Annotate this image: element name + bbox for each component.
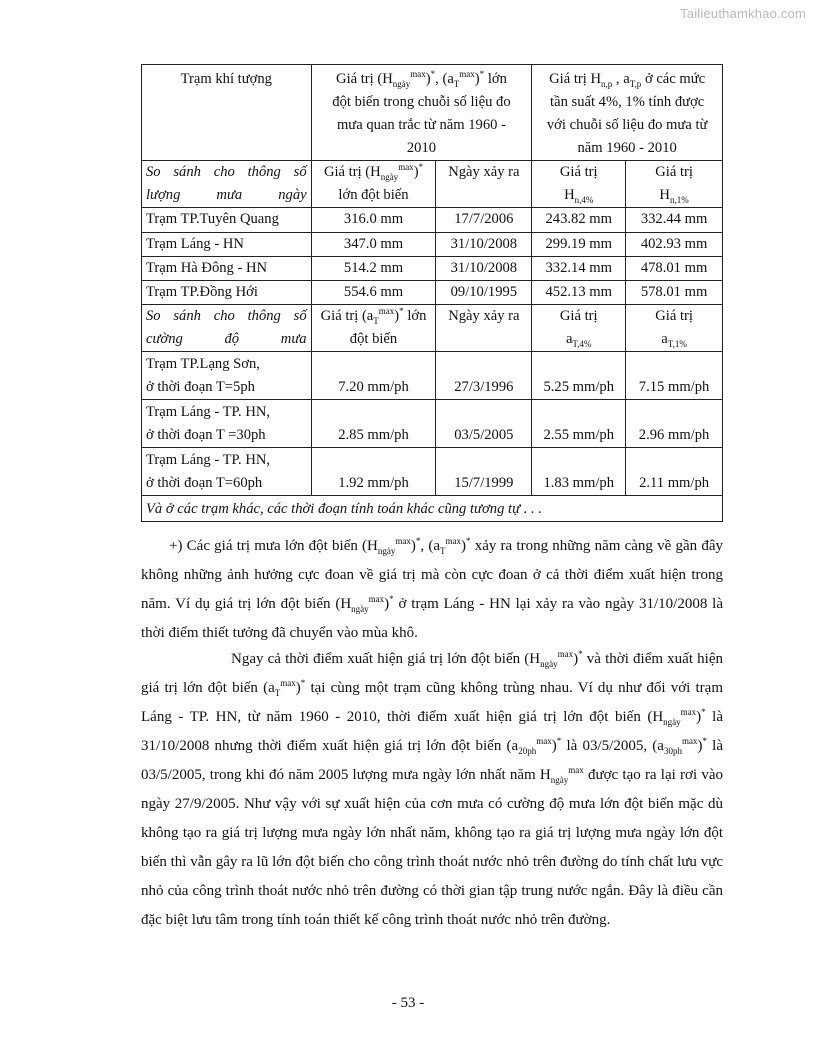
group2-header-row xyxy=(142,305,723,352)
value-4pct: 2.55 mm/ph xyxy=(532,400,626,448)
rainfall-table xyxy=(141,64,723,522)
group1-date-head: Ngày xảy ra xyxy=(436,161,532,208)
group2-p1-head: Giá trị $a_{T,1\%}$ xyxy=(626,305,723,352)
paragraph-2: Ngay cả thời điểm xuất hiện giá trị lớn đột biến $(H_{ngày}^{max})^*$ và thời điểm xuất hiện giá trị lớn đột biến $(a_T^{max})^*$ tại cùng một trạm cũng không trùng nhau. Ví dụ như đối với trạm Láng - TP. HN, từ năm 1960 - 2010, thời điểm xuất hiện giá trị lớn đột biến $(H_{ngày}^{max})^*$ là 31/10/2008 nhưng thời điểm xuất hiện giá trị lớn đột biến $(a_{20ph}^{max})^*$ là 03/5/2005, $(a_{30ph}^{max})^*$ là 03/5/2005, trong khi đó năm 2005 lượng mưa ngày lớn nhất năm $H_{ngày}^{max}$ được tạo ra lại rơi vào ngày 27/9/2005. Như vậy với sự xuất hiện của cơn mưa có cường độ mưa lớn đột biến mặc dù không tạo ra giá trị lượng mưa ngày lớn nhất năm, không tạo ra giá trị lượng mưa ngày lớn đột biến thì vẫn gây ra lũ lớn đột biến cho công trình thoát nước nhỏ trên đường do tính chất lưu vực nhỏ của công trình thoát nước nhỏ trên đường có thời gian tập trung nước ngắn. Đây là điều cần đặc biệt lưu tâm trong tính toán thiết kế công trình thoát nước nhỏ trên đường. xyxy=(141,649,724,928)
group2-value-head: Giá trị $(a_T^{max})^*$ lớn đột biến xyxy=(311,305,436,352)
value-4pct: 299.19 mm xyxy=(532,233,626,257)
station-name: Trạm Láng - TP. HN, ở thời đoạn T =30ph xyxy=(142,400,312,448)
station-name: Trạm TP.Lạng Sơn, ở thời đoạn T=5ph xyxy=(142,352,312,400)
outlier-value: 316.0 mm xyxy=(311,208,436,233)
value-1pct: 2.11 mm/ph xyxy=(626,448,723,496)
group2-p4-head: Giá trị $a_{T,4\%}$ xyxy=(532,305,626,352)
header-frequency-values: Giá trị $H_{n,p}$ , $a_{T,p}$ ở các mức tần suất 4%, 1% tính được với chuỗi số liệu đo mưa từ năm 1960 - 2010 xyxy=(532,65,723,161)
occurrence-date: 17/7/2006 xyxy=(436,208,532,233)
table-row xyxy=(142,281,723,305)
occurrence-date: 09/10/1995 xyxy=(436,281,532,305)
watermark: Tailieuthamkhao.com xyxy=(680,6,806,21)
value-1pct: 478.01 mm xyxy=(626,257,723,281)
value-1pct: 578.01 mm xyxy=(626,281,723,305)
occurrence-date: 15/7/1999 xyxy=(436,448,532,496)
occurrence-date: 03/5/2005 xyxy=(436,400,532,448)
table-row xyxy=(142,400,723,448)
outlier-value: 2.85 mm/ph xyxy=(311,400,436,448)
value-1pct: 7.15 mm/ph xyxy=(626,352,723,400)
value-1pct: 402.93 mm xyxy=(626,233,723,257)
group1-p4-head: Giá trị $H_{n,4\%}$ xyxy=(532,161,626,208)
table-row xyxy=(142,208,723,233)
value-4pct: 332.14 mm xyxy=(532,257,626,281)
table-footer-row xyxy=(142,496,723,522)
value-4pct: 1.83 mm/ph xyxy=(532,448,626,496)
group1-label: So sánh cho thông số lượng mưa ngày xyxy=(142,161,312,208)
table-footnote: Và ở các trạm khác, các thời đoạn tính toán khác cũng tương tự . . . xyxy=(142,496,723,522)
table-header-row xyxy=(142,65,723,161)
header-station: Trạm khí tượng xyxy=(142,65,312,161)
outlier-value: 554.6 mm xyxy=(311,281,436,305)
table-row xyxy=(142,233,723,257)
outlier-value: 514.2 mm xyxy=(311,257,436,281)
page-number: - 53 - xyxy=(391,995,425,1011)
occurrence-date: 27/3/1996 xyxy=(436,352,532,400)
occurrence-date: 31/10/2008 xyxy=(436,233,532,257)
outlier-value: 7.20 mm/ph xyxy=(311,352,436,400)
station-name: Trạm TP.Đồng Hới xyxy=(142,281,312,305)
value-4pct: 243.82 mm xyxy=(532,208,626,233)
outlier-value: 1.92 mm/ph xyxy=(311,448,436,496)
group1-header-row xyxy=(142,161,723,208)
station-name: Trạm TP.Tuyên Quang xyxy=(142,208,312,233)
group2-date-head: Ngày xảy ra xyxy=(436,305,532,352)
station-name: Trạm Láng - TP. HN, ở thời đoạn T=60ph xyxy=(142,448,312,496)
table-row xyxy=(142,352,723,400)
outlier-value: 347.0 mm xyxy=(311,233,436,257)
paragraph-1: +) Các giá trị mưa lớn đột biến $(H_{ngày}^{max})^*$, $(a_T^{max})^*$ xảy ra trong những năm càng về gần đây không những ảnh hưởng cực đoan về giá trị mà còn cực đoan ở cả thời điểm xuất hiện trong năm. Ví dụ giá trị lớn đột biến $(H_{ngày}^{max})^*$ ở trạm Láng - HN lại xảy ra vào ngày 31/10/2008 là thời điểm thiết tưởng đã chuyển vào mùa khô. xyxy=(141,536,723,641)
group1-value-head: Giá trị $(H_{ngày}^{max})^*$ lớn đột biến xyxy=(311,161,436,208)
header-outlier-values: Giá trị $(H_{ngày}^{max})^*$, $(a_T^{max})^*$ lớn đột biến trong chuỗi số liệu đo mưa quan trắc từ năm 1960 - 2010 xyxy=(311,65,532,161)
table-row xyxy=(142,448,723,496)
occurrence-date: 31/10/2008 xyxy=(436,257,532,281)
value-1pct: 2.96 mm/ph xyxy=(626,400,723,448)
station-name: Trạm Láng - HN xyxy=(142,233,312,257)
value-4pct: 452.13 mm xyxy=(532,281,626,305)
station-name: Trạm Hà Đông - HN xyxy=(142,257,312,281)
value-4pct: 5.25 mm/ph xyxy=(532,352,626,400)
table-row xyxy=(142,257,723,281)
group1-p1-head: Giá trị $H_{n,1\%}$ xyxy=(626,161,723,208)
group2-label: So sánh cho thông số cường độ mưa xyxy=(142,305,312,352)
value-1pct: 332.44 mm xyxy=(626,208,723,233)
